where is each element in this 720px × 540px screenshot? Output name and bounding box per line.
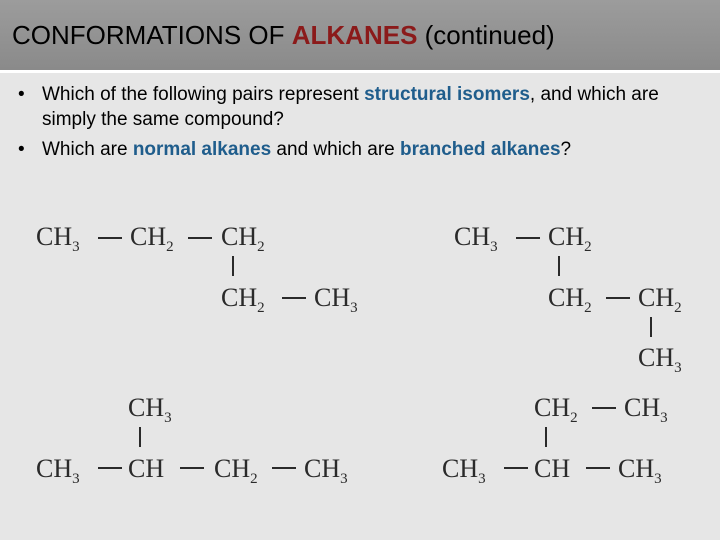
ch3-group: $CH_3$ (36, 454, 80, 487)
slide-title (12, 20, 555, 51)
bond-line (98, 467, 122, 469)
title-divider (0, 70, 720, 73)
bullet-item-1 (18, 82, 708, 132)
bullet-1-highlight: structural isomers (364, 84, 530, 105)
ch2-group: $CH_2$ (130, 222, 174, 255)
title-text-pre: CONFORMATIONS OF (12, 20, 292, 50)
bond-line (558, 256, 560, 276)
bond-line (282, 297, 306, 299)
bond-line (188, 237, 212, 239)
bond-line (272, 467, 296, 469)
ch3-group: $CH_3$ (624, 393, 668, 426)
ch-group: CH (534, 454, 571, 483)
ch3-group: $CH_3$ (618, 454, 662, 487)
ch3-group: $CH_3$ (128, 393, 172, 426)
bond-line (516, 237, 540, 239)
ch2-group: $CH_2$ (548, 283, 592, 316)
bullet-2-text-b: and which are (271, 139, 401, 160)
title-accent: ALKANES (291, 20, 418, 50)
ch3-group: $CH_3$ (314, 283, 358, 316)
bond-line (592, 407, 616, 409)
bond-line (606, 297, 630, 299)
ch3-group: $CH_3$ (442, 454, 486, 487)
bullet-1-text-a: Which of the following pairs represent (42, 84, 365, 105)
bond-line (504, 467, 528, 469)
bond-line (232, 256, 234, 276)
bond-line (98, 237, 122, 239)
bond-line (139, 427, 141, 447)
ch3-group: $CH_3$ (304, 454, 348, 487)
bullet-2-text-c: ? (560, 139, 572, 160)
ch-group: CH (128, 454, 165, 483)
ch2-group: $CH_2$ (221, 283, 265, 316)
title-text-post: (continued) (417, 20, 555, 50)
ch3-group: $CH_3$ (36, 222, 80, 255)
bond-line (545, 427, 547, 447)
bond-line (650, 317, 652, 337)
bullet-1-text-b: , and which are simply the same compound? (42, 84, 659, 130)
ch2-group: $CH_2$ (638, 283, 682, 316)
bullet-dot-1: • (18, 84, 25, 105)
ch3-group: $CH_3$ (638, 343, 682, 376)
bullet-list (18, 82, 708, 167)
ch2-group: $CH_2$ (548, 222, 592, 255)
bullet-dot-2: • (18, 139, 25, 160)
bullet-2-text-a: Which are (42, 139, 133, 160)
bond-line (586, 467, 610, 469)
ch3-group: $CH_3$ (454, 222, 498, 255)
ch2-group: $CH_2$ (534, 393, 578, 426)
ch2-group: $CH_2$ (214, 454, 258, 487)
bullet-2-highlight-2: branched alkanes (400, 139, 561, 160)
bullet-2-highlight-1: normal alkanes (132, 139, 272, 160)
bond-line (180, 467, 204, 469)
bullet-item-2 (18, 137, 708, 162)
ch2-group: $CH_2$ (221, 222, 265, 255)
